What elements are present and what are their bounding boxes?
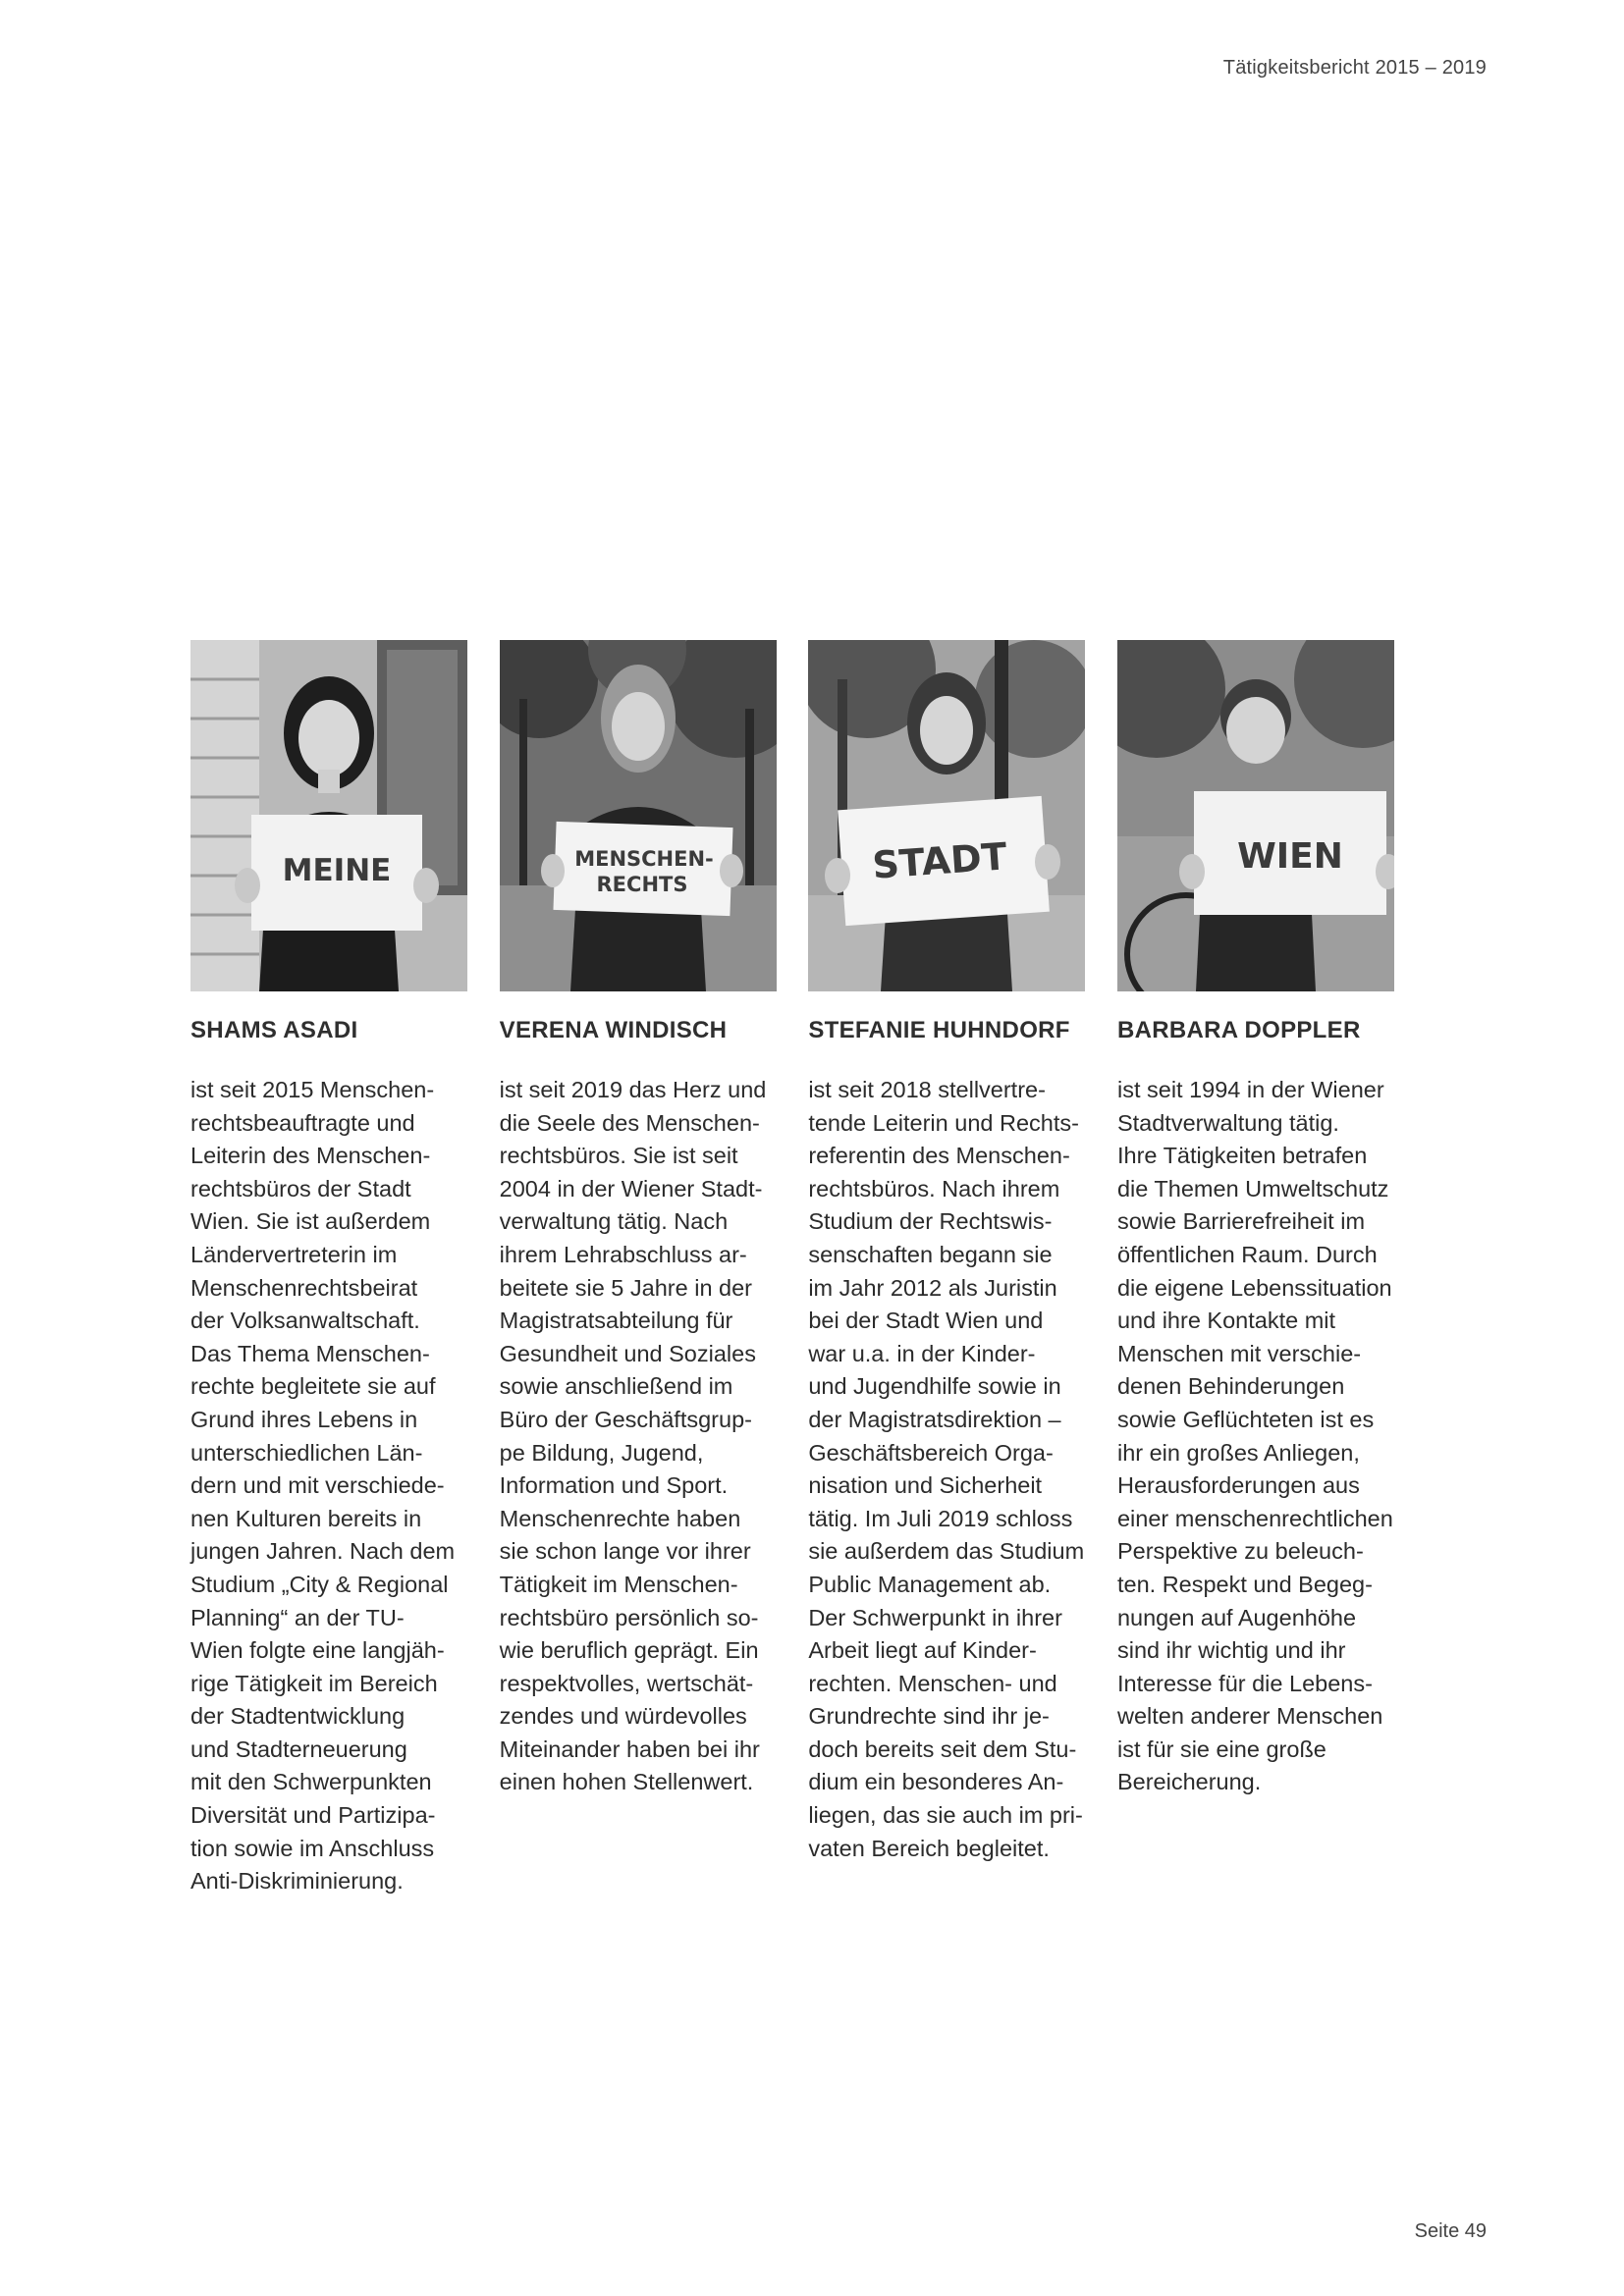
profile-card-verena-windisch: [500, 640, 777, 1898]
sign-text-rechts: RECHTS: [596, 873, 688, 896]
profile-card-stefanie-huhndorf: [808, 640, 1085, 1898]
person-name: VERENA WINDISCH: [499, 1017, 728, 1043]
person-bio: ist seit 2018 stellvertre- tende Leiterin und Rechts- referentin des Menschen- rechtsbüros. Nach ihrem Studium der Rechtswis- senschaften begann sie im Jahr 2012 als Juristin bei der Stadt Wien und war u.a. in der Kinder- und Jugendhilfe sowie in der Magistratsdirektion – Geschäftsbereich Orga- nisation und Sicherheit tätig. Im Juli 2019 schloss sie außerdem das Studium Public Management ab. Der Schwerpunkt in ihrer Arbeit liegt auf Kinder- rechten. Menschen- und Grundrechte sind ihr je- doch bereits seit dem Stu- dium ein besonderes An- liegen, das sie auch im pri- vaten Bereich begleitet.: [808, 1077, 1085, 1861]
person-bio: ist seit 2015 Menschen- rechtsbeauftragte und Leiterin des Menschen- rechtsbüros der Stadt Wien. Sie ist außerdem Ländervertreterin im Menschenrechtsbeirat der Volksanwaltschaft. Das Thema Menschen- rechte begleitete sie auf Grund ihres Lebens in unterschiedlichen Län- dern und mit verschiede- nen Kulturen bereits in jungen Jahren. Nach dem Studium „City & Regional Planning“ an der TU- Wien folgte eine langjäh- rige Tätigkeit im Bereich der Stadtentwicklung und Stadterneuerung mit den Schwerpunkten Diversität und Partizipa- tion sowie im Anschluss Anti-Diskriminierung.: [190, 1077, 456, 1895]
person-bio: ist seit 2019 das Herz und die Seele des Menschen- rechtsbüros. Sie ist seit 2004 in der Wiener Stadt- verwaltung tätig. Nach ihrem Lehrabschluss ar- beitete sie 5 Jahre in der Magistratsabteilung für Gesundheit und Soziales sowie anschließend im Büro der Geschäftsgrup- pe Bildung, Jugend, Information und Sport. Menschenrechte haben sie schon lange vor ihrer Tätigkeit im Menschen- rechtsbüro persönlich so- wie beruflich geprägt. Ein respektvolles, wertschät- zendes und würdevolles Miteinander haben bei ihr einen hohen Stellenwert.: [499, 1077, 767, 1795]
person-name: STEFANIE HUHNDORF: [808, 1017, 1070, 1043]
person-name: SHAMS ASADI: [190, 1017, 358, 1043]
portrait-photo-stefanie-huhndorf: [808, 640, 1085, 991]
report-title: Tätigkeitsbericht 2015 – 2019: [1222, 57, 1487, 79]
sign-text-stadt: STADT: [871, 834, 1009, 887]
person-bio: ist seit 1994 in der Wiener Stadtverwaltung tätig. Ihre Tätigkeiten betrafen die Themen Umweltschutz sowie Barrierefreiheit im öffentlichen Raum. Durch die eigene Lebenssituation und ihre Kontakte mit Menschen mit verschie- denen Behinderungen sowie Geflüchteten ist es ihr ein großes Anliegen, Herausforderungen aus einer menschenrechtlichen Perspektive zu beleuch- ten. Respekt und Begeg- nungen auf Augenhöhe sind ihr wichtig und ihr Interesse für die Lebens- welten anderer Menschen ist für sie eine große Bereicherung.: [1116, 1077, 1393, 1795]
sign-text-wien: WIEN: [1237, 836, 1343, 877]
profile-card-barbara-doppler: [1117, 640, 1394, 1898]
person-name: BARBARA DOPPLER: [1116, 1017, 1361, 1043]
sign-text-meine: MEINE: [282, 853, 392, 888]
portrait-photo-barbara-doppler: [1117, 640, 1394, 991]
portrait-photo-verena-windisch: [500, 640, 777, 991]
page-number: Seite 49: [1414, 2220, 1487, 2242]
portrait-photo-shams-asadi: [190, 640, 467, 991]
profiles-grid: [190, 640, 1394, 1898]
sign-text-menschen: MENSCHEN-: [573, 847, 714, 871]
profile-card-shams-asadi: [190, 640, 467, 1898]
